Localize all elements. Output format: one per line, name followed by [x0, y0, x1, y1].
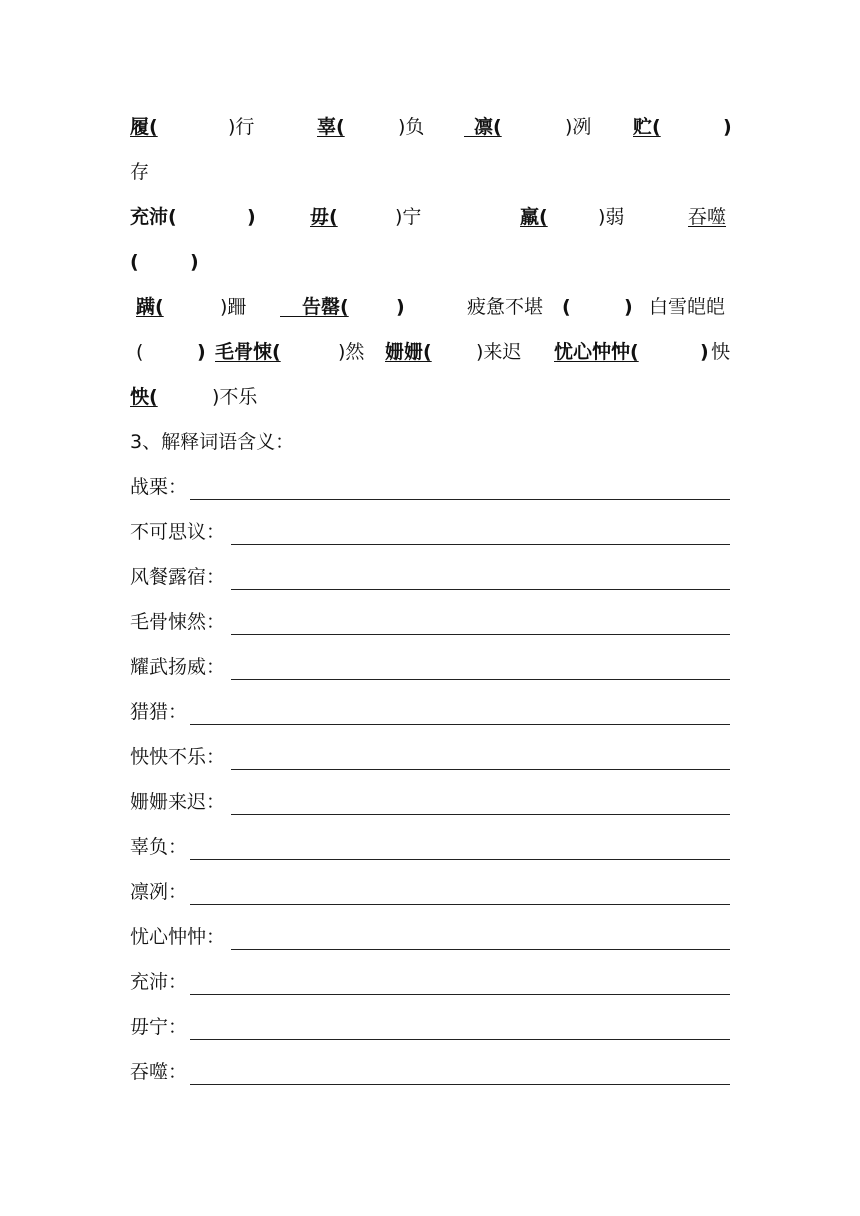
answer-line[interactable]: [231, 814, 730, 815]
word-lei: 羸(: [520, 206, 548, 228]
definition-label: 毛骨悚然：: [130, 611, 226, 633]
definition-label: 战栗：: [130, 476, 188, 498]
definition-label: 猎猎：: [130, 701, 188, 723]
word-yang-suffix: )不乐: [212, 386, 258, 408]
definition-label: 风餐露宿：: [130, 566, 226, 588]
word-gu-suffix: )负: [398, 116, 425, 138]
word-tunshi: 吞噬: [688, 206, 727, 228]
word-pibei: 疲惫不堪: [467, 296, 544, 318]
word-lu-suffix: )行: [228, 116, 255, 138]
word-baixue: 白雪皑皑: [649, 296, 726, 318]
word-gu: 辜(: [317, 116, 345, 138]
word-zhu: 贮(: [633, 116, 661, 138]
answer-line[interactable]: [190, 859, 730, 860]
word-pan: 蹒(: [136, 296, 164, 318]
answer-line[interactable]: [231, 769, 730, 770]
answer-line[interactable]: [231, 679, 730, 680]
definition-label: 姗姗来迟：: [130, 791, 226, 813]
definition-row: [130, 1010, 730, 1044]
word-wu-suffix: )宁: [395, 206, 422, 228]
answer-line[interactable]: [231, 544, 730, 545]
fill-row-5: [130, 380, 730, 414]
definition-label: 吞噬：: [130, 1061, 188, 1083]
word-yang-2: 怏(: [130, 386, 158, 408]
underline-lead-2: [280, 316, 302, 317]
word-gaoqing-close: ): [396, 296, 405, 318]
definition-row: [130, 470, 730, 504]
word-tunshi-open: (: [130, 251, 139, 273]
word-maogu-suffix: )然: [338, 341, 365, 363]
definition-label: 不可思议：: [130, 521, 226, 543]
fill-row-4: [130, 335, 730, 369]
definition-row: [130, 920, 730, 954]
section-title: [130, 425, 730, 459]
definition-label: 毋宁：: [130, 1016, 188, 1038]
definition-row: [130, 1055, 730, 1089]
word-youxin-close: ): [700, 341, 709, 363]
definition-label: 耀武扬威：: [130, 656, 226, 678]
word-pibei-close: ): [624, 296, 633, 318]
word-baixue-open: (: [136, 341, 144, 363]
definition-row: [130, 875, 730, 909]
definition-row: [130, 605, 730, 639]
word-wu: 毋(: [310, 206, 338, 228]
fill-row-3: [130, 290, 730, 324]
fill-row-1b: [130, 155, 730, 189]
word-cun: 存: [130, 161, 150, 183]
definition-row: [130, 965, 730, 999]
fill-row-2b: [130, 245, 730, 279]
answer-line[interactable]: [190, 994, 730, 995]
fill-row-1: [130, 110, 730, 144]
definition-row: [130, 695, 730, 729]
answer-line[interactable]: [190, 499, 730, 500]
word-lin: 凛(: [474, 116, 502, 138]
answer-line[interactable]: [190, 904, 730, 905]
word-baixue-close: ): [197, 341, 206, 363]
definition-row: [130, 515, 730, 549]
answer-line[interactable]: [190, 1039, 730, 1040]
answer-line[interactable]: [231, 949, 730, 950]
word-youxin: 忧心忡忡(: [554, 341, 639, 363]
definition-row: [130, 650, 730, 684]
word-tunshi-close: ): [190, 251, 199, 273]
word-lin-suffix: )冽: [565, 116, 592, 138]
word-chongpei-close: ): [247, 206, 256, 228]
word-pibei-open: (: [562, 296, 571, 318]
word-shanshan-suffix: )来迟: [476, 341, 522, 363]
word-lu: 履(: [130, 116, 158, 138]
definition-label: 充沛：: [130, 971, 188, 993]
definition-row: [130, 785, 730, 819]
word-zhu-close: ): [723, 116, 732, 138]
definition-label: 辜负：: [130, 836, 188, 858]
word-yang-1: 怏: [711, 341, 731, 363]
word-chongpei: 充沛(: [130, 206, 177, 228]
definition-row: [130, 560, 730, 594]
word-pan-suffix: )跚: [220, 296, 247, 318]
word-shanshan: 姗姗(: [385, 341, 432, 363]
answer-line[interactable]: [231, 589, 730, 590]
definition-label: 凛冽：: [130, 881, 188, 903]
answer-line[interactable]: [231, 634, 730, 635]
definition-row: [130, 830, 730, 864]
word-maogu: 毛骨悚(: [215, 341, 281, 363]
definition-row: [130, 740, 730, 774]
word-gaoqing: 告罄(: [302, 296, 349, 318]
section-title-text: 3、解释词语含义：: [130, 431, 295, 453]
definition-label: 怏怏不乐：: [130, 746, 226, 768]
definition-label: 忧心忡忡：: [130, 926, 226, 948]
word-lei-suffix: )弱: [598, 206, 625, 228]
answer-line[interactable]: [190, 724, 730, 725]
answer-line[interactable]: [190, 1084, 730, 1085]
fill-row-2: [130, 200, 730, 234]
